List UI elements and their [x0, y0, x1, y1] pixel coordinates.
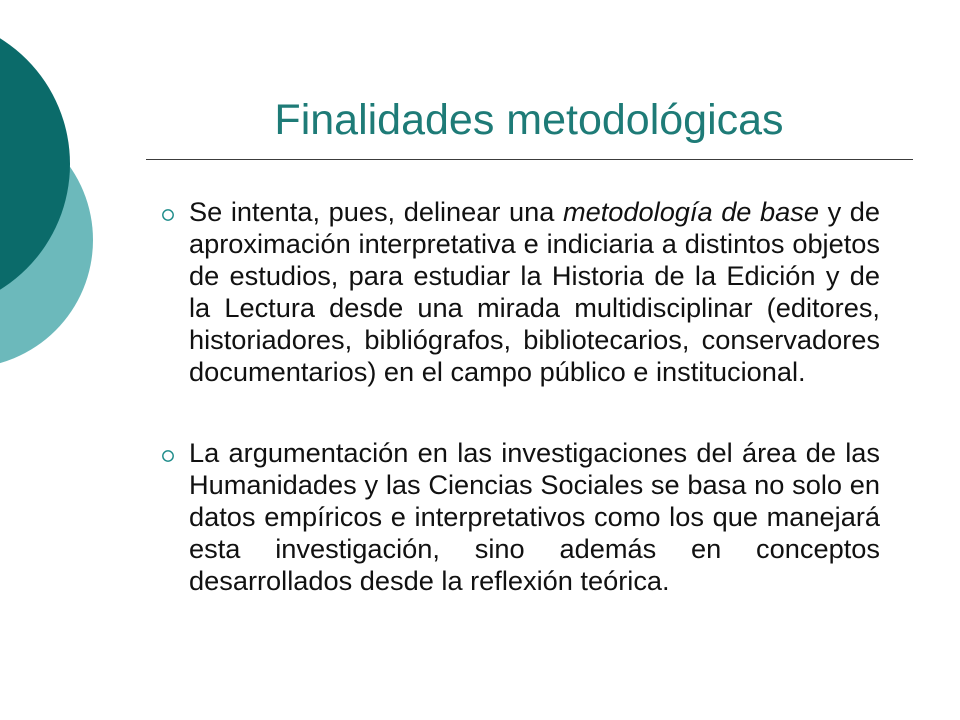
bullet-text-start: Se intenta, pues, delinear una — [189, 196, 563, 227]
hollow-circle-icon — [160, 208, 176, 222]
bullet-text: La argumentación en las investigaciones del área de las Humanidades y las Ciencias Sociales se basa no solo en datos empíricos e interpretativos como los que manejará esta investigación, sino además en conceptos desarrollados desde la reflexión teórica. — [189, 437, 880, 596]
bullet-item — [160, 196, 880, 388]
slide-title: Finalidades metodológicas — [274, 96, 784, 144]
title-divider — [146, 159, 913, 160]
emphasized-phrase: metodología de base — [562, 196, 819, 227]
bullet-text — [189, 196, 880, 388]
decorative-teal-circles — [0, 0, 120, 400]
bullet-text-end: y de aproximación interpretativa e indiciaria a distintos objetos de estudios, para estudiar la Historia de la Edición y de la Lectura desde una mirada multidisciplinar (editores, historiadores, bibliógrafos, bibliotecarios, conservadores documentarios) en el campo público e institucional. — [189, 196, 880, 387]
bullet-item — [160, 437, 880, 597]
hollow-circle-icon — [160, 449, 176, 463]
bullet-list — [160, 196, 880, 597]
